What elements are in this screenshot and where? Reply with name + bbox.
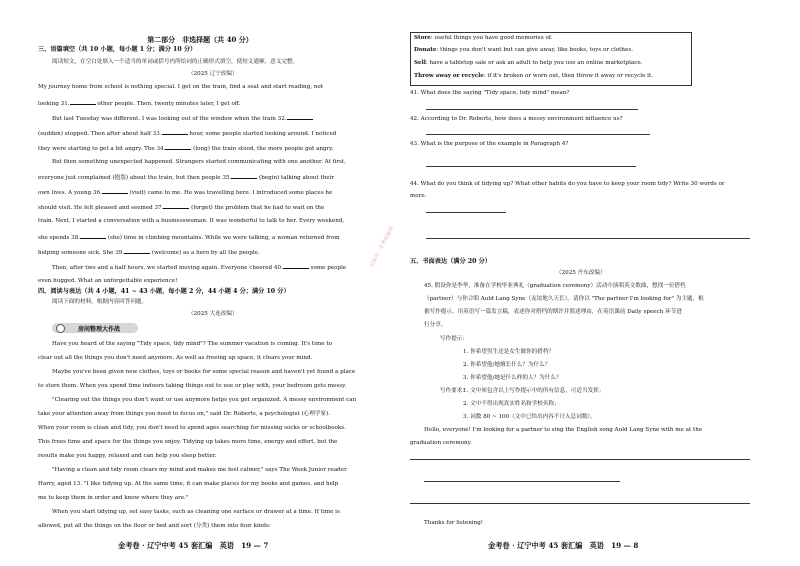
hint: 2. 你希望他/她擅长什么？为什么？	[463, 362, 551, 368]
cloze-line: train. Next, I started a conversation with a businesswoman. It was wonderful to talk to her. Every weekend,	[38, 218, 345, 224]
reading-line: When you start tidying up, set easy tasks, such as cleaning one surface or drawer at a time. If time is	[52, 509, 340, 515]
reading-instruction: 阅读下面的材料，根据内容回答问题。	[52, 299, 148, 305]
essay-line[interactable]	[410, 503, 750, 504]
writing-prompt: 行分享。	[424, 322, 447, 328]
question-44-cont: more.	[410, 193, 427, 199]
hint: 3. 你希望他/她是什么样的人？为什么？	[463, 375, 562, 381]
section-title: 第二部分 非选择题（共 40 分）	[147, 35, 253, 44]
answer-line-44[interactable]	[426, 212, 506, 213]
blank-37[interactable]	[163, 203, 189, 209]
requirement: 3. 词数 80 ~ 100（文中已给出内容不计入总词数）。	[463, 414, 596, 420]
blank-35[interactable]	[231, 173, 257, 179]
cloze-source: （2025 辽宁改编）	[188, 71, 238, 77]
essay-closing: Thanks for listening!	[424, 520, 484, 526]
requirements-label: 写作要求：	[440, 388, 468, 394]
topic-tag-label: 房间整理大作战	[78, 326, 121, 333]
blank-33[interactable]	[162, 129, 188, 135]
essay-opening: graduation ceremony.	[410, 440, 472, 446]
cloze-line: My journey home from school is nothing special. I get on the train, find a seat and start reading, not	[38, 84, 323, 90]
writing-prompt: 据写作提示，用英语写一篇发言稿，表述你对搭档的期许并简述理由，在英语课前 Daily speech 环节进	[424, 309, 682, 315]
cloze-line: they were starting to get a bit angry. The 34. (long) the train stood, the more people got angry.	[38, 146, 334, 152]
question-43: 43. What is the purpose of the example in Paragraph 4?	[410, 141, 569, 147]
writing-source: （2025 丹东改编）	[556, 270, 606, 276]
blank-31[interactable]	[70, 99, 96, 105]
reading-line: Harry, aged 13. "I like tidying up. At the same time, it can make places for my books and games, and help	[38, 481, 339, 487]
answer-line-41[interactable]	[426, 109, 638, 110]
watermark-stamp: 公众号：中考试卷库	[368, 225, 396, 269]
reading-heading: 四、阅读与表达（共 4 小题，41 ~ 43 小题，每小题 2 分，44 小题 4 分；满分 10 分）	[38, 288, 290, 295]
essay-line[interactable]	[424, 481, 620, 482]
blank-38[interactable]	[80, 233, 106, 239]
blank-36[interactable]	[102, 188, 128, 194]
requirement: 2. 文中不得出现真实姓名和学校名称；	[463, 401, 560, 407]
blank-32[interactable]	[287, 114, 313, 120]
reading-line: to store them. When you spend time indoors taking things out to use or play with, your bedroom gets messy.	[38, 383, 347, 389]
question-41: 41. What does the saying "Tidy space, tidy mind" mean?	[410, 90, 570, 96]
cloze-line: (sudden) stopped. Then after about half 33. hour, some people started looking around. I noticed	[38, 131, 337, 137]
reading-line: This frees time and space for the things you enjoy. Tidying up takes more time, energy and effort, but the	[38, 439, 338, 445]
box-line: Throw away or recycle: if it's broken or worn out, then throw it away or recycle it.	[414, 73, 653, 79]
blank-40[interactable]	[283, 263, 309, 269]
reading-line: When your room is clean and tidy, you don't need to spend ages searching for missing socks or schoolbooks.	[38, 425, 346, 431]
cloze-line: But last Tuesday was different. I was looking out of the window when the train 32.	[52, 114, 313, 123]
writing-prompt: 45. 假设你是李华，准备在学校毕业典礼（graduation ceremony）活动中演唱英文歌曲，想找一位搭档	[424, 283, 686, 289]
cloze-line: looking 31. other people. Then, twenty minutes later, I get off.	[38, 101, 241, 107]
reading-line: me to keep them in order and know where they are."	[38, 495, 189, 501]
answer-line-43[interactable]	[426, 166, 636, 167]
cloze-instruction: 阅读短文，在空白处填入一个适当的单词或括号内所给词的正确形式填空，使短文通顺、意义完整。	[52, 59, 299, 65]
writing-prompt: （partner）与你合唱 Auld Lang Syne（友谊地久天长）。请你以 "The partner I'm looking for" 为主题，根	[424, 296, 704, 302]
hint: 1. 你希望男生还是女生做你的搭档？	[463, 349, 555, 355]
reading-line: Have you heard of the saying "Tidy space, tidy mind"? The summer vacation is coming. It's time to	[52, 341, 332, 347]
cloze-line: she spends 38. (she) time in climbing mountains. While we were talking, a woman returned from	[38, 235, 340, 241]
cloze-line: should visit. He felt pleased and seemed 37. (forget) the problem that he had to wait on the	[38, 205, 325, 211]
answer-line-42[interactable]	[426, 134, 650, 135]
logo-icon	[56, 324, 65, 333]
reading-line: allowed, put all the things on the floor or bed and sort (分类) them into four kinds:	[38, 523, 271, 529]
cloze-heading: 三、语篇填空（共 10 小题，每小题 1 分；满分 10 分）	[38, 46, 197, 53]
blank-39[interactable]	[124, 248, 150, 254]
cloze-line: But then something unexpected happened. Strangers started communicating with one another. At first,	[52, 159, 346, 165]
writing-heading: 五、书面表达（满分 20 分）	[410, 258, 491, 265]
reading-source: （2025 大连改编）	[188, 311, 238, 317]
box-line: Donate: things you don't want but can give away, like books, toys or clothes.	[414, 47, 633, 53]
cloze-line: Then, after two and a half hours, we started moving again. Everyone cheered 40. some people	[52, 265, 347, 271]
box-line: Sell: have a tabletop sale or ask an adult to help you use an online marketplace.	[414, 60, 643, 66]
right-footer: 金考卷 · 辽宁中考 45 套汇编 英语 19 — 8	[488, 541, 639, 550]
requirement: 1. 文中须包含以上写作提示中的所有信息，可适当发挥；	[463, 388, 605, 394]
blank-34[interactable]	[165, 144, 191, 150]
left-footer: 金考卷 · 辽宁中考 45 套汇编 英语 19 — 7	[118, 541, 269, 550]
hints-label: 写作提示：	[440, 336, 468, 342]
essay-line[interactable]	[410, 459, 750, 460]
reading-line: clear out all the things you don't need anymore. As well as freeing up space, it clears your mind.	[38, 355, 313, 361]
essay-opening: Hello, everyone! I'm looking for a partner to sing the English song Auld Lang Syne with me at the	[424, 427, 703, 433]
reading-line: take your attention away from things you need to focus on," said Dr. Roberts, a psychologist (心理学家).	[38, 411, 331, 417]
reading-line: "Clearing out the things you don't want or use anymore helps you get organized. A messy environment can	[52, 397, 357, 403]
question-44: 44. What do you think of tidying up? What other habits do you have to keep your room tidy? Write 30 words or	[410, 181, 725, 187]
topic-tag	[52, 323, 138, 333]
reading-line: "Having a clean and tidy room clears my mind and makes me feel calmer," says The Week Junior reader	[52, 467, 347, 473]
reading-line: Maybe you've been given new clothes, toys or books for some special reason and haven't yet found a place	[52, 369, 356, 375]
reading-line: results make you happy, relaxed and can help you sleep better.	[38, 453, 217, 459]
cloze-line: own lives. A young 36. (visit) came to me. He was travelling here. I introduced some places he	[38, 190, 333, 196]
box-line: Store: useful things you have good memories of.	[414, 35, 553, 41]
cloze-line: helping someone sick. She 39. (welcome) as a hero by all the people.	[38, 250, 260, 256]
cloze-line: everyone just complained (抱怨) about the train, but then people 35. (begin) talking about their	[38, 175, 335, 181]
question-42: 42. According to Dr. Roberts, how does a messy environment influence us?	[410, 116, 623, 122]
answer-line-44[interactable]	[426, 238, 750, 239]
cloze-line: even hugged. What an unforgettable experience!	[38, 278, 178, 284]
